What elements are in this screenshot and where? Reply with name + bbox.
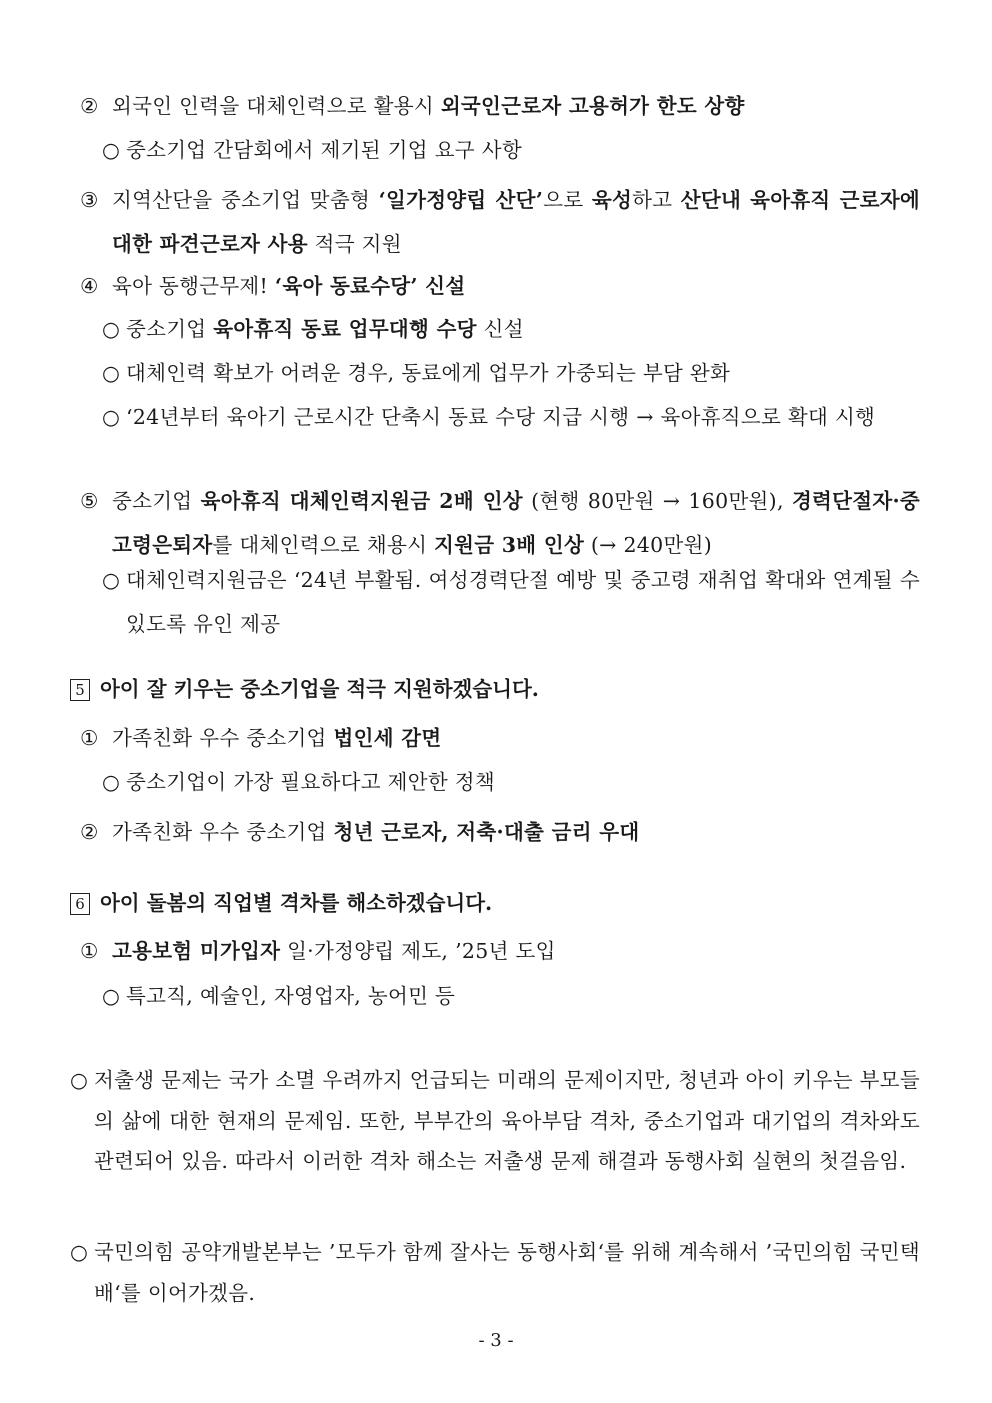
paragraph	[70, 1060, 920, 1182]
item-text	[112, 479, 920, 567]
text-run: 국민의힘 공약개발본부는 ’모두가 함께 잘사는 동행사회‘를 위해 계속해서 ’국민의힘 국민택배‘를 이어가겠음.	[94, 1240, 920, 1305]
list-item	[102, 351, 920, 395]
section-heading-6	[70, 888, 492, 918]
text-run: 대체인력 확보가 어려운 경우, 동료에게 업무가 가중되는 부담 완화	[126, 361, 731, 385]
item-text	[126, 307, 920, 351]
text-run: 지역산단을 중소기업 맞춤형	[112, 188, 379, 212]
list-item	[102, 974, 920, 1018]
bullet-marker: ○	[70, 1068, 89, 1092]
list-item	[102, 128, 920, 172]
section-number-box: 6	[70, 893, 90, 915]
text-run: 일·가정양립 제도, ’25년 도입	[280, 939, 556, 963]
text-run: 으로	[543, 188, 592, 212]
text-run: 중소기업	[112, 489, 201, 513]
list-item	[102, 395, 920, 439]
text-run: 적극 지원	[307, 232, 402, 256]
text-run: 를 대체인력으로 채용시	[212, 533, 434, 557]
item-text	[126, 128, 920, 172]
item-text	[94, 1060, 920, 1182]
bold-text-run: 법인세 감면	[333, 726, 442, 750]
text-run: 중소기업이 가장 필요하다고 제안한 정책	[126, 770, 496, 794]
text-run: 저출생 문제는 국가 소멸 우려까지 언급되는 미래의 문제이지만, 청년과 아이 키우는 부모들의 삶에 대한 현재의 문제임. 또한, 부부간의 육아부담 격차, 중소기업과 대기업의 격차와도 관련되어 있음. 따라서 이러한 격차 해소는 저출생 문제 해결과 동행사회 실현의 첫걸음임.	[94, 1068, 920, 1173]
list-item	[80, 84, 920, 128]
bold-text-run: 육아휴직 동료 업무대행 수당	[213, 317, 477, 341]
section-title: 아이 잘 키우는 중소기업을 적극 지원하겠습니다.	[100, 677, 539, 701]
text-run: 가족친화 우수 중소기업	[112, 820, 334, 844]
text-run: (→ 240만원)	[584, 533, 713, 557]
text-run: 대체인력지원금은 ‘24년 부활됨. 여성경력단절 예방 및 중고령 재취업 확대와 연계될 수 있도록 유인 제공	[126, 568, 920, 636]
bullet-marker: ○	[102, 568, 121, 592]
list-item	[80, 264, 920, 308]
item-text	[112, 84, 920, 128]
item-number: ④	[80, 274, 99, 298]
list-item	[102, 307, 920, 351]
item-text	[112, 929, 920, 973]
bullet-marker: ○	[102, 317, 121, 341]
item-text	[126, 974, 920, 1018]
item-text	[94, 1232, 920, 1313]
item-text	[126, 558, 920, 646]
text-run: 육아 동행근무제!	[112, 274, 275, 298]
list-item	[80, 716, 920, 760]
text-run: (현행 80만원 → 160만원),	[522, 489, 792, 513]
bullet-marker: ○	[102, 770, 121, 794]
bullet-marker: ○	[70, 1240, 89, 1264]
list-item	[80, 929, 920, 973]
item-number: ②	[80, 94, 99, 118]
section-title: 아이 돌봄의 직업별 격차를 해소하겠습니다.	[100, 891, 493, 915]
text-run: 중소기업 간담회에서 제기된 기업 요구 사항	[126, 138, 522, 162]
bold-text-run: 고용보험 미가입자	[112, 939, 281, 963]
item-text	[112, 716, 920, 760]
list-item	[80, 178, 920, 266]
item-number: ①	[80, 939, 99, 963]
list-item	[102, 558, 920, 646]
bullet-marker: ○	[102, 405, 121, 429]
item-number: ⑤	[80, 489, 99, 513]
text-run: 가족친화 우수 중소기업	[112, 726, 334, 750]
bold-text-run: 지원금 3배 인상	[434, 533, 585, 557]
section-heading-5	[70, 674, 539, 704]
item-number: ②	[80, 820, 99, 844]
list-item	[102, 760, 920, 804]
bullet-marker: ○	[102, 361, 121, 385]
bold-text-run: ‘일가정양립 산단’	[378, 188, 544, 212]
item-number: ③	[80, 188, 99, 212]
bullet-marker: ○	[102, 984, 121, 1008]
text-run: 외국인 인력을 대체인력으로 활용시	[112, 94, 441, 118]
bold-text-run: 경력단절자·중고령은퇴자	[112, 489, 920, 557]
list-item	[80, 810, 920, 854]
item-number: ①	[80, 726, 99, 750]
text-run: 신설	[476, 317, 524, 341]
item-text	[112, 264, 920, 308]
page-number: - 3 -	[478, 1330, 514, 1351]
bold-text-run: 산단내 육아휴직 근로자에 대한 파견근로자 사용	[112, 188, 920, 256]
bold-text-run: 육아휴직 대체인력지원금 2배 인상	[200, 489, 523, 513]
list-item	[80, 479, 920, 567]
text-run: 중소기업	[126, 317, 214, 341]
bold-text-run: 육성	[591, 188, 633, 212]
section-number-box: 5	[70, 679, 90, 701]
item-text	[112, 810, 920, 854]
item-text	[126, 395, 920, 439]
bold-text-run: ‘육아 동료수당’ 신설	[274, 274, 466, 298]
bold-text-run: 청년 근로자, 저축·대출 금리 우대	[333, 820, 640, 844]
item-text	[126, 351, 920, 395]
text-run: ‘24년부터 육아기 근로시간 단축시 동료 수당 지급 시행 → 육아휴직으로 확대 시행	[126, 405, 876, 429]
item-text	[112, 178, 920, 266]
bold-text-run: 외국인근로자 고용허가 한도 상향	[440, 94, 745, 118]
item-text	[126, 760, 920, 804]
text-run: 하고	[632, 188, 681, 212]
text-run: 특고직, 예술인, 자영업자, 농어민 등	[126, 984, 456, 1008]
paragraph	[70, 1232, 920, 1313]
bullet-marker: ○	[102, 138, 121, 162]
